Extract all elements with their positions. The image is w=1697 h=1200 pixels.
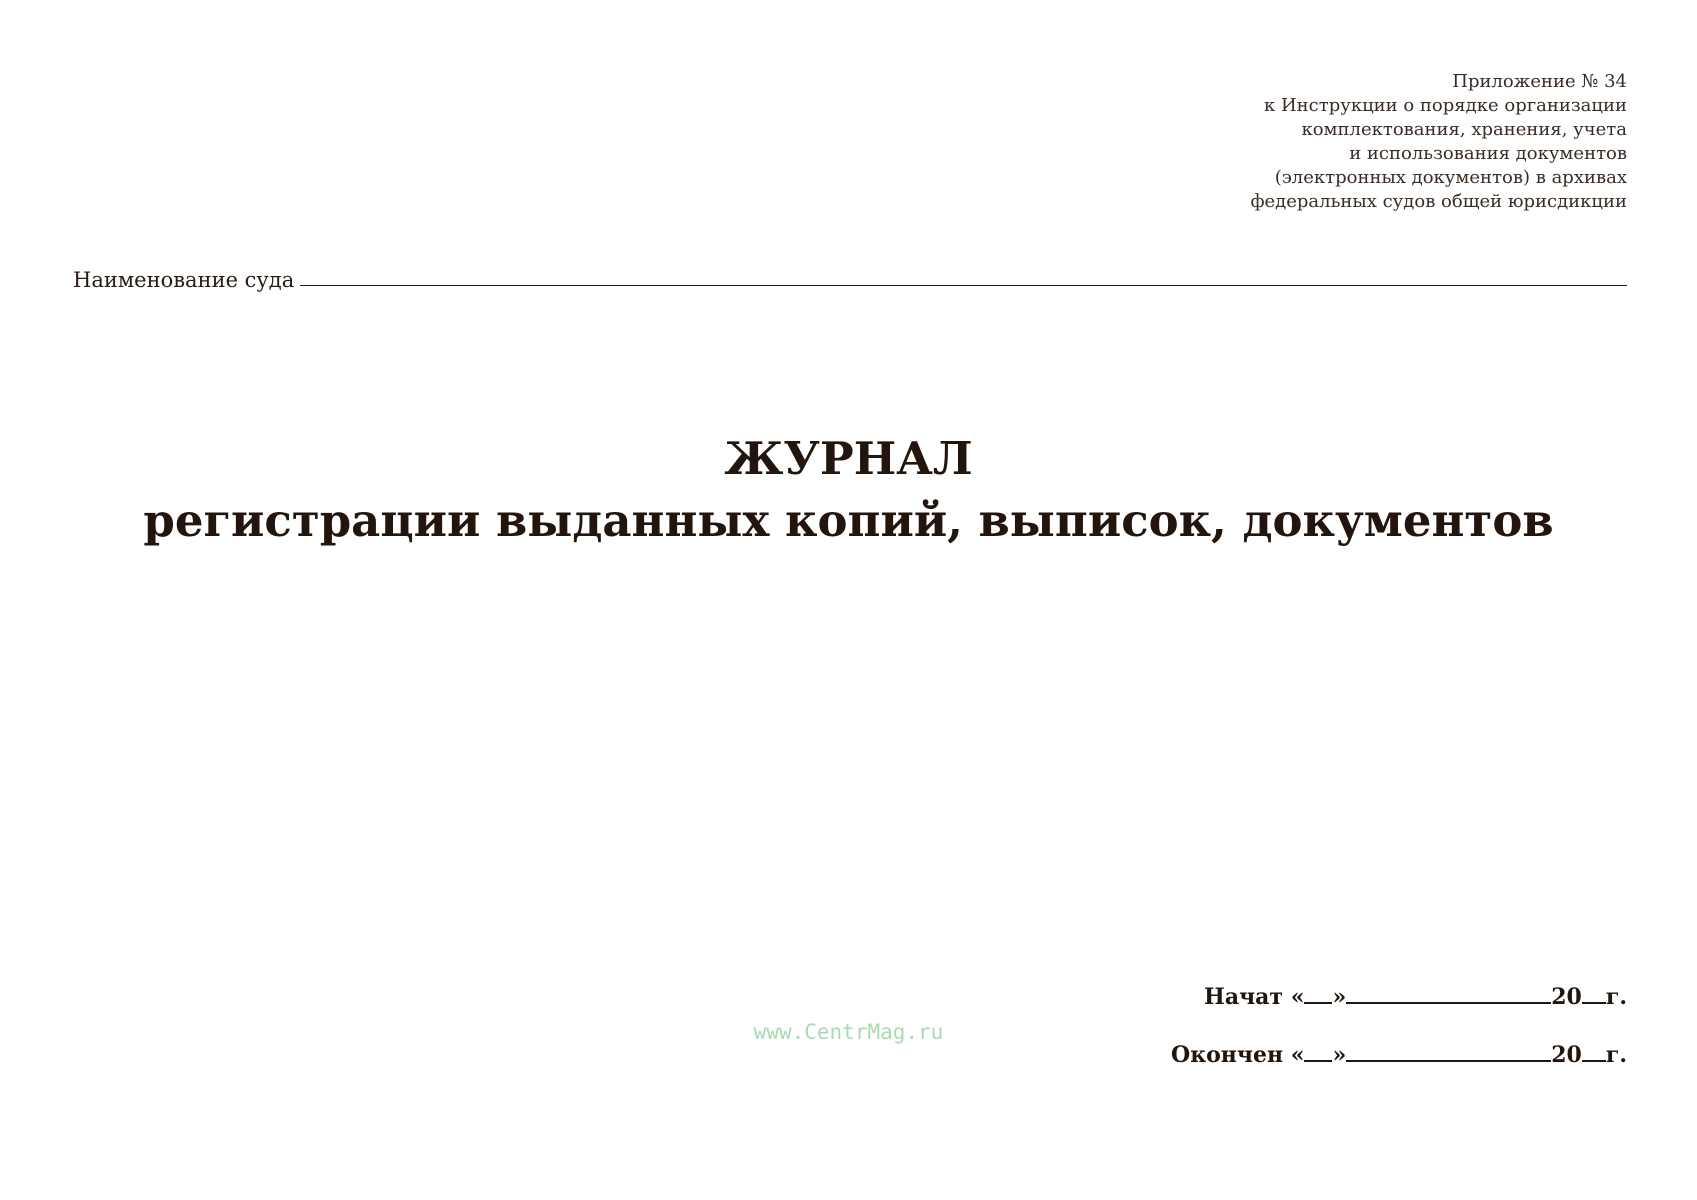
- appendix-line: комплектования, хранения, учета: [1301, 119, 1627, 140]
- start-year-blank: [1582, 1002, 1606, 1004]
- end-day-blank: [1304, 1060, 1332, 1062]
- end-year-blank: [1582, 1060, 1606, 1062]
- court-name-label: Наименование суда: [73, 268, 295, 292]
- title-line-2: регистрации выданных копий, выписок, документов: [143, 494, 1554, 547]
- title-line-1: ЖУРНАЛ: [724, 432, 973, 485]
- end-year-suffix: г.: [1605, 1042, 1627, 1068]
- appendix-line: (электронных документов) в архивах: [1274, 167, 1627, 188]
- appendix-line: Приложение № 34: [1452, 71, 1627, 92]
- start-date-label: Начат: [1204, 984, 1284, 1010]
- appendix-line: федеральных судов общей юрисдикции: [1250, 191, 1627, 212]
- start-year-prefix: 20: [1551, 984, 1582, 1010]
- date-fields: [1171, 980, 1627, 1096]
- appendix-line: и использования документов: [1349, 143, 1627, 164]
- start-close-quote: »: [1332, 984, 1347, 1010]
- start-date-row: [1171, 980, 1627, 1010]
- end-open-quote: «: [1290, 1042, 1305, 1068]
- end-date-label: Окончен: [1171, 1042, 1284, 1068]
- appendix-note: [927, 70, 1627, 214]
- court-name-blank-line: [300, 285, 1627, 286]
- start-month-blank: [1346, 1002, 1551, 1004]
- document-title: [0, 428, 1697, 552]
- start-day-blank: [1304, 1002, 1332, 1004]
- start-open-quote: «: [1290, 984, 1305, 1010]
- end-month-blank: [1346, 1060, 1551, 1062]
- end-close-quote: »: [1332, 1042, 1347, 1068]
- end-date-row: [1171, 1038, 1627, 1068]
- start-year-suffix: г.: [1605, 984, 1627, 1010]
- watermark: www.CentrMag.ru: [753, 1020, 944, 1044]
- end-year-prefix: 20: [1551, 1042, 1582, 1068]
- court-name-field: [73, 262, 1627, 292]
- appendix-line: к Инструкции о порядке организации: [1264, 95, 1627, 116]
